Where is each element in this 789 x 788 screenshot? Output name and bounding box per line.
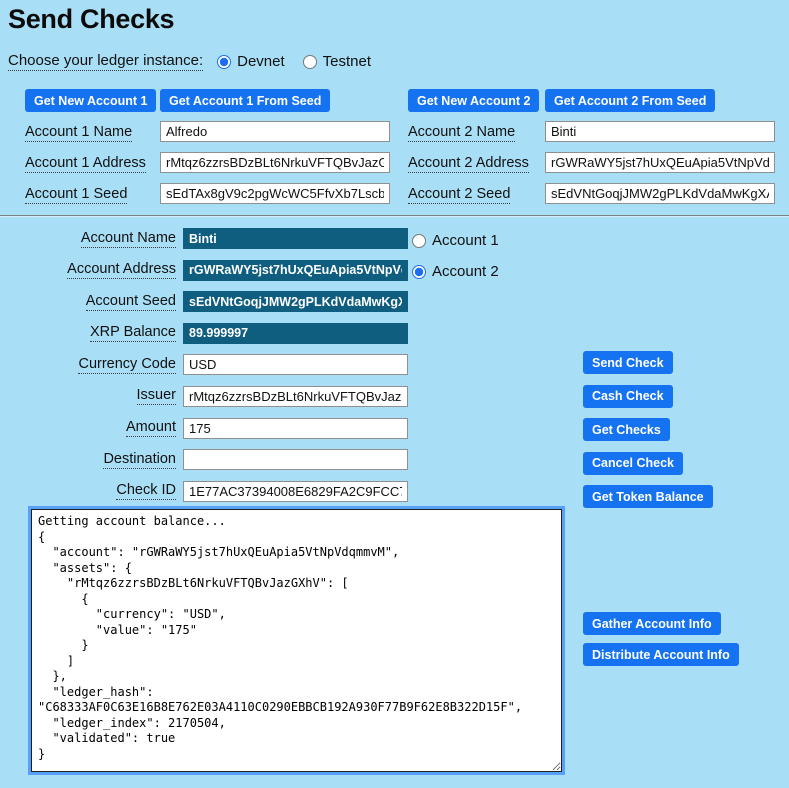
testnet-radio-label: Testnet (322, 53, 372, 70)
account1-seed-input[interactable] (160, 183, 390, 204)
issuer-label: Issuer (136, 387, 176, 404)
check-action-buttons (583, 351, 713, 508)
account1-name-label (25, 124, 132, 140)
account1-name-label-text: Account 1 Name (25, 123, 133, 140)
account2-seed-label (408, 186, 510, 202)
currency-code-row (0, 354, 408, 375)
destination-row (0, 449, 408, 470)
get-account1-from-seed-button[interactable]: Get Account 1 From Seed (160, 89, 330, 112)
account-info-buttons (583, 612, 739, 666)
account2-name-label-text: Account 2 Name (408, 123, 516, 140)
check-id-input[interactable] (183, 481, 408, 502)
account-address-row (0, 260, 408, 281)
account-seed-label: Account Seed (85, 292, 176, 309)
account-name-label: Account Name (80, 229, 176, 246)
devnet-radio-label: Devnet (237, 53, 285, 70)
check-id-label: Check ID (116, 482, 176, 499)
cancel-check-button[interactable]: Cancel Check (583, 452, 683, 475)
account2-radio[interactable] (412, 265, 426, 279)
xrp-balance-label: XRP Balance (90, 324, 176, 341)
xrp-balance-field[interactable] (183, 323, 408, 344)
destination-input[interactable] (183, 449, 408, 470)
account-seed-row (0, 291, 408, 312)
accounts-grid (25, 116, 775, 209)
check-form (0, 228, 408, 502)
account1-radio[interactable] (412, 234, 426, 248)
amount-row (0, 418, 408, 439)
cash-check-button[interactable]: Cash Check (583, 385, 673, 408)
ledger-instance-row (8, 52, 371, 71)
issuer-row (0, 386, 408, 407)
account2-radio-option[interactable] (412, 263, 499, 280)
account-select-radio-group (412, 232, 499, 280)
get-checks-button[interactable]: Get Checks (583, 418, 670, 441)
ledger-instance-label: Choose your ledger instance: (8, 52, 204, 69)
testnet-radio-option[interactable] (303, 53, 371, 70)
account1-address-label (25, 155, 146, 171)
account-buttons-row (25, 89, 775, 112)
account-seed-field[interactable] (183, 291, 408, 312)
currency-code-input[interactable] (183, 354, 408, 375)
distribute-account-info-button[interactable]: Distribute Account Info (583, 643, 739, 666)
xrp-balance-row (0, 323, 408, 344)
ledger-radio-group (217, 53, 371, 70)
account1-seed-label-text: Account 1 Seed (25, 185, 128, 202)
gather-account-info-button[interactable]: Gather Account Info (583, 612, 721, 635)
page-title: Send Checks (8, 4, 175, 34)
get-new-account2-button[interactable]: Get New Account 2 (408, 89, 539, 112)
account2-seed-input[interactable] (545, 183, 775, 204)
account2-radio-label: Account 2 (432, 263, 499, 280)
get-new-account1-button[interactable]: Get New Account 1 (25, 89, 156, 112)
check-id-row (0, 481, 408, 502)
testnet-radio[interactable] (303, 55, 317, 69)
destination-label: Destination (103, 450, 176, 467)
account2-address-input[interactable] (545, 152, 775, 173)
get-account2-from-seed-button[interactable]: Get Account 2 From Seed (545, 89, 715, 112)
account1-address-label-text: Account 1 Address (25, 154, 146, 171)
account2-seed-label-text: Account 2 Seed (408, 185, 511, 202)
devnet-radio-option[interactable] (217, 53, 285, 70)
account1-radio-label: Account 1 (432, 232, 499, 249)
account-name-row (0, 228, 408, 249)
get-token-balance-button[interactable]: Get Token Balance (583, 485, 713, 508)
results-output-textarea[interactable] (31, 509, 562, 772)
section-divider (0, 215, 789, 217)
amount-input[interactable] (183, 418, 408, 439)
account2-address-label (408, 155, 529, 171)
account-address-label: Account Address (67, 261, 176, 278)
account-address-field[interactable] (183, 260, 408, 281)
account-name-field[interactable] (183, 228, 408, 249)
send-check-button[interactable]: Send Check (583, 351, 673, 374)
issuer-input[interactable] (183, 386, 408, 407)
currency-code-label: Currency Code (78, 355, 176, 372)
account1-address-input[interactable] (160, 152, 390, 173)
account1-radio-option[interactable] (412, 232, 499, 249)
account2-address-label-text: Account 2 Address (408, 154, 529, 171)
account1-name-input[interactable] (160, 121, 390, 142)
account2-name-label (408, 124, 515, 140)
account1-seed-label (25, 186, 127, 202)
account2-name-input[interactable] (545, 121, 775, 142)
devnet-radio[interactable] (217, 55, 231, 69)
amount-label: Amount (126, 419, 176, 436)
